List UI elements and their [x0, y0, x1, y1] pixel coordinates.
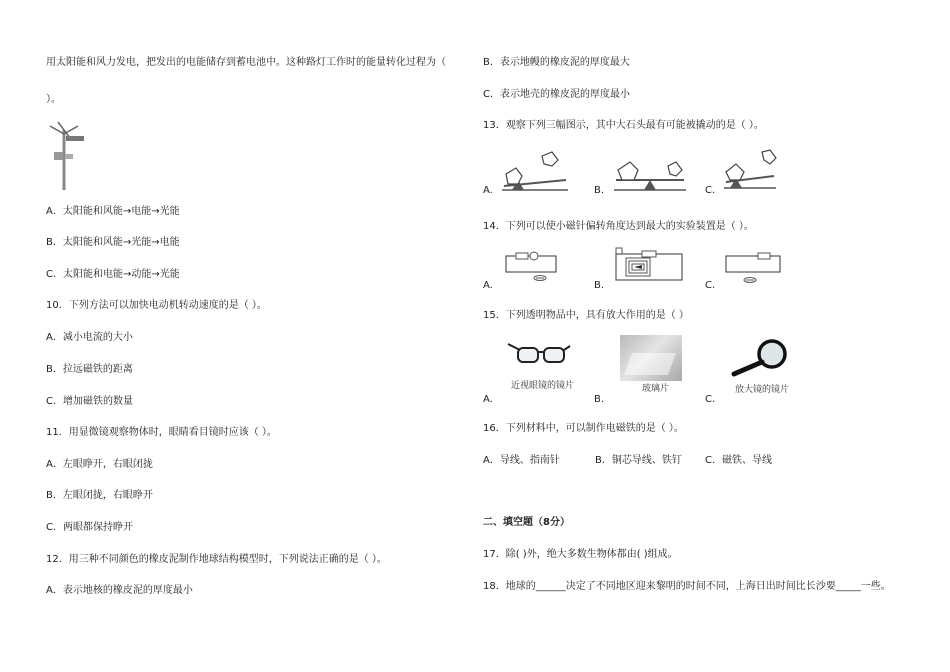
q13-label-c: C.	[705, 185, 716, 196]
section-2-title: 二、填空题（8分）	[483, 517, 570, 528]
lever-figure-a	[500, 150, 570, 192]
magnifying-glass-icon	[728, 338, 790, 378]
lever-figure-c	[722, 148, 778, 192]
circuit-figure-c	[724, 250, 784, 286]
q15-caption-c: 放大镜的镜片	[735, 385, 790, 395]
glasses-icon	[506, 340, 572, 366]
circuit-figure-b	[612, 246, 688, 286]
q11-stem: 11．用显微镜观察物体时，眼睛看目镜时应该（ ）。	[46, 427, 277, 438]
glass-sheet-image	[620, 335, 682, 381]
q15-label-c: C.	[705, 394, 716, 405]
q16-option-c: C．磁铁、导线	[705, 455, 772, 466]
q9-option-a: A．太阳能和风能→电能→光能	[46, 206, 180, 217]
q11-option-c: C．两眼都保持睁开	[46, 522, 133, 533]
q14-stem: 14．下列可以使小磁针偏转角度达到最大的实验装置是（ ）。	[483, 221, 754, 232]
q12-option-c: C．表示地壳的橡皮泥的厚度最小	[483, 89, 630, 100]
q10-option-c: C．增加磁铁的数量	[46, 396, 133, 407]
q16-option-b: B．铜芯导线、铁钉	[595, 455, 682, 466]
q15-stem: 15．下列透明物品中，具有放大作用的是（ ）	[483, 310, 689, 321]
q15-label-b: B.	[594, 394, 605, 405]
q14-label-c: C.	[705, 280, 716, 291]
q13-label-a: A.	[483, 185, 493, 196]
q16-stem: 16．下列材料中，可以制作电磁铁的是（ ）。	[483, 423, 684, 434]
q13-stem: 13．观察下列三幅图示，其中大石头最有可能被撬动的是（ ）。	[483, 120, 764, 131]
q13-label-b: B.	[594, 185, 605, 196]
q10-option-b: B．拉远磁铁的距离	[46, 364, 133, 375]
q9-option-b: B．太阳能和风能→光能→电能	[46, 237, 180, 248]
q9-stem-line1: 用太阳能和风力发电，把发出的电能储存到蓄电池中。这种路灯工作时的能量转化过程为（	[46, 57, 446, 68]
lever-figure-b	[612, 150, 688, 192]
q12-option-b: B．表示地幔的橡皮泥的厚度最大	[483, 57, 630, 68]
q12-option-a: A．表示地核的橡皮泥的厚度最小	[46, 585, 193, 596]
q9-option-c: C．太阳能和电能→动能→光能	[46, 269, 180, 280]
q11-option-a: A．左眼睁开，右眼闭拢	[46, 459, 153, 470]
q18-text: 18．地球的______决定了不同地区迎来黎明的时间不同，上海日出时间比长沙要_____一些。	[483, 581, 891, 592]
q16-option-a: A．导线、指南针	[483, 455, 560, 466]
q15-label-a: A.	[483, 394, 493, 405]
circuit-figure-a	[500, 248, 564, 282]
q15-caption-b: 玻璃片	[642, 384, 670, 394]
q9-stem-line2: ）。	[46, 94, 61, 105]
street-lamp-figure	[44, 120, 88, 192]
q12-stem: 12．用三种不同颜色的橡皮泥制作地球结构模型时，下列说法正确的是（ ）。	[46, 554, 387, 565]
q10-option-a: A．减小电流的大小	[46, 332, 133, 343]
q14-label-b: B.	[594, 280, 605, 291]
q11-option-b: B．左眼闭拢，右眼睁开	[46, 490, 153, 501]
q15-caption-a: 近视眼镜的镜片	[511, 381, 575, 391]
q17-text: 17．除( )外，绝大多数生物体都由( )组成。	[483, 549, 678, 560]
glass-sheet-highlight	[624, 353, 676, 375]
q14-label-a: A.	[483, 280, 493, 291]
q10-stem: 10．下列方法可以加快电动机转动速度的是（ ）。	[46, 300, 267, 311]
